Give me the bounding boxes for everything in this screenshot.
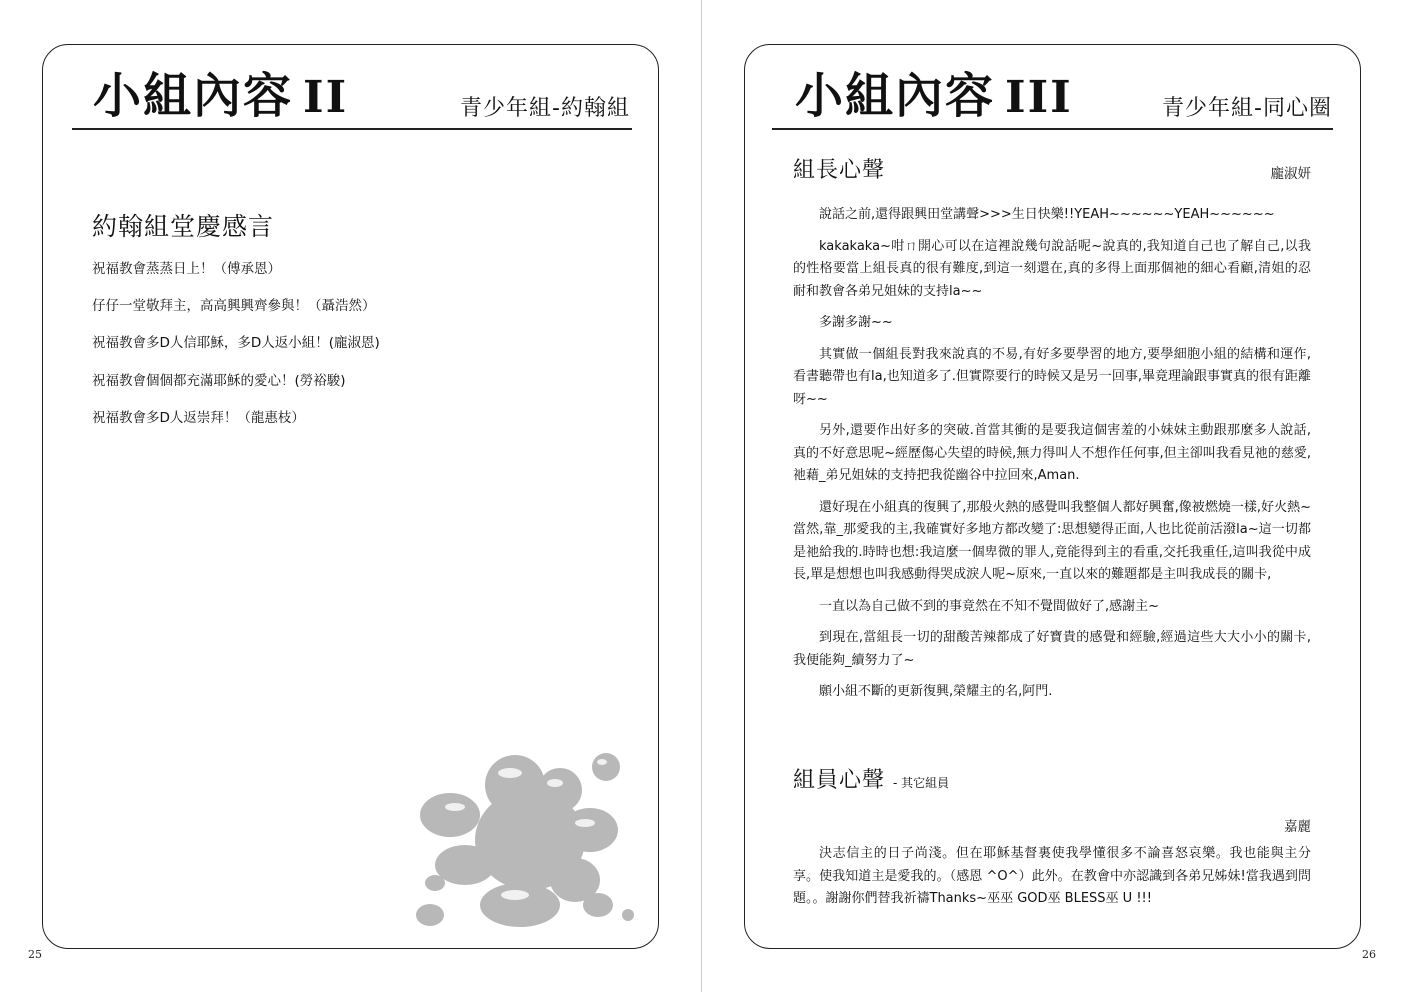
members-section-heading: 組員心聲 - 其它組員 [793, 768, 950, 793]
paragraph: 多謝多謝~~ [819, 315, 893, 330]
leader-section-body [793, 204, 1311, 713]
left-page-title: 小組內容 II [93, 68, 349, 124]
blessing-line: 祝福教會個個都充滿耶穌的愛心！(勞裕駿) [92, 373, 346, 389]
right-page-title: 小組內容 III [795, 68, 1073, 124]
members-author: 嘉麗 [1284, 819, 1311, 835]
leader-section-heading: 組長心聲 [793, 158, 886, 183]
splash-decoration [410, 745, 635, 935]
page-number-right: 26 [1362, 948, 1376, 961]
paragraph: 說話之前,還得跟興田堂講聲>>>生日快樂!!YEAH~~~~~~YEAH~~~~~~ [819, 207, 1275, 222]
blessing-line: 祝福教會多D人信耶穌，多D人返小組！(龐淑恩) [92, 335, 380, 351]
right-page-subtitle: 青少年組-同心圈 [1162, 96, 1332, 121]
paragraph: 還好現在小組真的復興了,那般火熱的感覺叫我整個人都好興奮,像被燃燒一樣,好火熱~當然,靠_那愛我的主,我確實好多地方都改變了:思想變得正面,人也比從前活潑la~這一切都是祂給我的.時時也想:我這麼一個卑微的罪人,竟能得到主的看重,交托我重任,這叫我從中成長,單是想想也叫我感動得哭成淚人呢~原來,一直以來的難題都是主叫我成長的關卡, [793, 499, 1311, 582]
paragraph: 決志信主的日子尚淺。但在耶穌基督裏使我學懂很多不論喜怒哀樂。我也能與主分享。使我知道主是愛我的。（感恩 ^O^）此外。在教會中亦認識到各弟兄姊妹!當我遇到問題。。謝謝你們替我祈禱Thanks~巫巫 GOD巫 BLESS巫 U !!! [793, 846, 1311, 906]
paragraph: 願小組不斷的更新復興,榮耀主的名,阿門. [819, 684, 1053, 699]
blessing-line: 祝福教會蒸蒸日上！（傅承恩） [92, 261, 281, 277]
paragraph: 一直以為自己做不到的事竟然在不知不覺間做好了,感謝主~ [819, 598, 1160, 614]
left-page-subtitle: 青少年組-約翰組 [460, 96, 630, 121]
book-spine [701, 0, 702, 992]
paragraph: 其實做一個組長對我來說真的不易,有好多要學習的地方,要學細胞小組的結構和運作,看書聽帶也有la,也知道多了.但實際要行的時候又是另一回事,畢竟理論跟事實真的很有距離呀~~ [793, 346, 1311, 407]
members-section-body [793, 843, 1311, 920]
paragraph: kakakaka~咁ㄇ開心可以在這裡說幾句說話呢~說真的,我知道自己也了解自己,以我的性格要當上組長真的很有難度,到這一刻還在,真的多得上面那個祂的細心看顧,清姐的忍耐和教會各弟兄姐妹的支持la~~ [793, 238, 1311, 299]
paragraph: 另外,還要作出好多的突破.首當其衝的是要我這個害羞的小妹妹主動跟那麼多人說話,真的不好意思呢~經歷傷心失望的時候,無力得叫人不想作任何事,但主卻叫我看見祂的慈愛,祂藉_弟兄姐妹的支持把我從幽谷中拉回來,Aman. [793, 423, 1311, 483]
page-number-left: 25 [28, 948, 42, 961]
left-section-heading: 約翰組堂慶感言 [92, 212, 275, 241]
paragraph: 到現在,當組長一切的甜酸苦辣都成了好寶貴的感覺和經驗,經過這些大大小小的關卡,我便能夠_續努力了~ [793, 630, 1311, 668]
left-title-rule [72, 128, 632, 130]
blessing-line: 祝福教會多D人返崇拜！（龍惠枝） [92, 410, 305, 426]
leader-author: 龐淑妍 [1270, 166, 1311, 182]
right-title-rule [772, 128, 1333, 130]
blessing-line: 仔仔一堂敬拜主，高高興興齊參與！（聶浩然） [92, 298, 376, 314]
